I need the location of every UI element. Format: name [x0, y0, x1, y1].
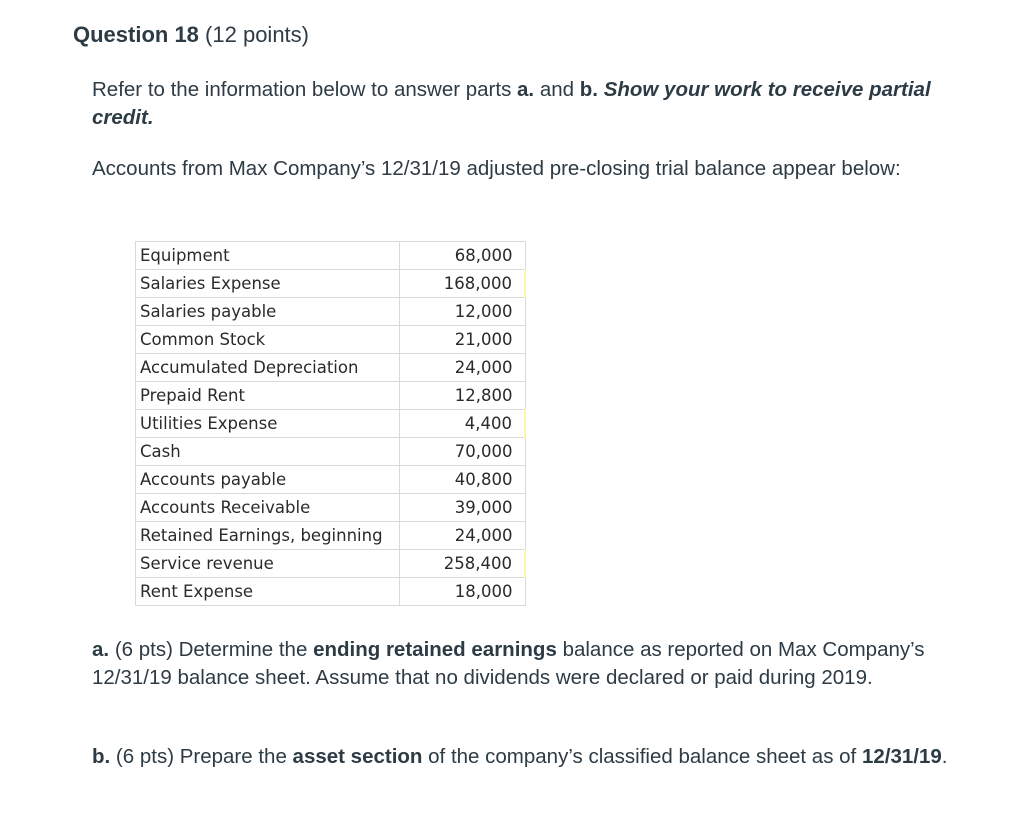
account-name: Prepaid Rent [136, 382, 400, 410]
account-amount: 68,000 [400, 242, 526, 270]
part-b-paragraph [92, 743, 952, 771]
account-amount: 18,000 [400, 578, 526, 606]
table-row [136, 466, 526, 494]
part-b-text1: (6 pts) Prepare the [115, 745, 287, 768]
account-name: Common Stock [136, 326, 400, 354]
part-a-paragraph [92, 636, 952, 692]
question-header [73, 22, 309, 48]
account-name: Retained Earnings, beginning [136, 522, 400, 550]
question-title: Question 18 [73, 22, 199, 47]
account-amount: 12,800 [400, 382, 526, 410]
account-name: Rent Expense [136, 578, 400, 606]
table-row [136, 578, 526, 606]
intro-part-a: a. [517, 78, 535, 101]
account-amount: 39,000 [400, 494, 526, 522]
table-row [136, 382, 526, 410]
intro-and: and [539, 78, 575, 101]
table-row [136, 410, 526, 438]
account-name: Salaries Expense [136, 270, 400, 298]
trial-balance-table [135, 241, 526, 606]
intro-part-b: b. [579, 78, 598, 101]
table-row [136, 494, 526, 522]
part-b-end: . [941, 745, 948, 768]
intro-text: Refer to the information below to answer parts [92, 78, 512, 101]
intro-paragraph [92, 76, 952, 132]
part-b-label: b. [92, 745, 111, 768]
account-amount: 24,000 [400, 354, 526, 382]
part-a-text1: (6 pts) Determine the [114, 638, 308, 661]
table-row [136, 522, 526, 550]
part-b-text2: of the company’s classified balance sheet as of [428, 745, 857, 768]
account-name: Utilities Expense [136, 410, 400, 438]
part-a-text2: balance as reported on Max Company’s 12/31/19 balance sheet. Assume that no dividends were declared or paid during 2019. [92, 638, 925, 689]
account-amount: 70,000 [400, 438, 526, 466]
account-name: Equipment [136, 242, 400, 270]
table-row [136, 326, 526, 354]
part-b-date: 12/31/19 [861, 745, 942, 768]
account-name: Accumulated Depreciation [136, 354, 400, 382]
account-amount: 168,000 [400, 270, 526, 298]
table-row [136, 270, 526, 298]
account-name: Salaries payable [136, 298, 400, 326]
account-name: Service revenue [136, 550, 400, 578]
account-amount: 4,400 [400, 410, 526, 438]
context-paragraph: Accounts from Max Company’s 12/31/19 adjusted pre-closing trial balance appear below: [92, 157, 901, 180]
table-row [136, 242, 526, 270]
part-b-bold: asset section [292, 745, 423, 768]
account-amount: 24,000 [400, 522, 526, 550]
account-name: Cash [136, 438, 400, 466]
account-amount: 40,800 [400, 466, 526, 494]
table-row [136, 550, 526, 578]
account-amount: 12,000 [400, 298, 526, 326]
intro-emphasis: Show your work to receive partial credit. [92, 78, 931, 129]
account-amount: 258,400 [400, 550, 526, 578]
part-a-label: a. [92, 638, 110, 661]
part-a-bold: ending retained earnings [313, 638, 557, 661]
account-name: Accounts Receivable [136, 494, 400, 522]
table-row [136, 438, 526, 466]
table-row [136, 298, 526, 326]
account-amount: 21,000 [400, 326, 526, 354]
account-name: Accounts payable [136, 466, 400, 494]
question-points: (12 points) [205, 22, 309, 47]
table-row [136, 354, 526, 382]
